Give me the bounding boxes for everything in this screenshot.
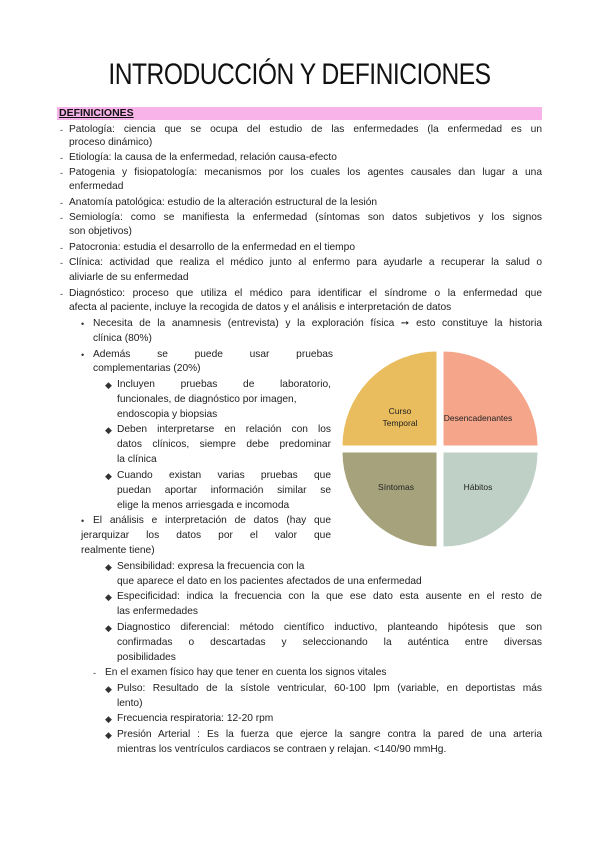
list-marker-dash: - xyxy=(60,168,63,178)
list-marker-dash: - xyxy=(60,198,63,208)
label-sintomas: Síntomas xyxy=(378,482,414,492)
anamnesis-line: clínica (80%) xyxy=(93,333,152,344)
list-marker-dot: • xyxy=(81,319,85,329)
analisis-item-line: las enfermedades xyxy=(117,606,198,617)
definition-line: Anatomía patológica: estudio de la alteración estructural de la lesión xyxy=(69,197,378,208)
label-habitos: Hábitos xyxy=(463,482,493,492)
pruebas-item-line: puedan aportar información similar se xyxy=(117,485,331,496)
list-marker-dash: - xyxy=(93,668,96,678)
definition-line: Semiología: como se manifiesta la enfermedad (síntomas son datos subjetivos y los signos xyxy=(69,212,542,223)
analisis-intro-line: El análisis e interpretación de datos (hay que xyxy=(93,515,331,526)
definition-line: son objetivos) xyxy=(69,226,132,237)
list-marker-diamond: ◆ xyxy=(105,684,112,694)
definition-line: Diagnóstico: proceso que utiliza el médico para identificar el síndrome o la enfermedad que xyxy=(69,288,542,299)
list-marker-diamond: ◆ xyxy=(105,714,112,724)
label-curso: Curso xyxy=(388,406,412,416)
definition-line: proceso dinámico) xyxy=(69,137,153,148)
list-marker-diamond: ◆ xyxy=(105,380,112,390)
pruebas-intro-line: complementarias (20%) xyxy=(93,363,201,374)
list-marker-diamond: ◆ xyxy=(105,730,112,740)
list-marker-diamond: ◆ xyxy=(105,592,112,602)
list-marker-dash: - xyxy=(60,153,63,163)
definition-line: enfermedad xyxy=(69,181,124,192)
analisis-item-line: Diagnostico diferencial: método científico inductivo, planteando hipótesis que son xyxy=(117,622,542,633)
analisis-intro-line: jerarquizar los datos por el valor que xyxy=(81,530,331,541)
analisis-item-line: que aparece el dato en los pacientes afectados de una enfermedad xyxy=(117,576,422,587)
list-marker-dash: - xyxy=(60,125,63,135)
list-marker-dot: • xyxy=(81,350,85,360)
page-title: INTRODUCCIÓN Y DEFINICIONES xyxy=(108,58,491,91)
segment-desencadenantes xyxy=(443,351,538,446)
label-temporal: Temporal xyxy=(382,418,418,428)
list-marker-dot: • xyxy=(81,516,85,526)
pruebas-item-line: endoscopia y biopsias xyxy=(117,409,218,420)
analisis-item-line: Sensibilidad: expresa la frecuencia con la xyxy=(117,561,305,572)
list-marker-diamond: ◆ xyxy=(105,562,112,572)
definition-line: Etiología: la causa de la enfermedad, relación causa-efecto xyxy=(69,152,337,163)
segment-sintomas xyxy=(342,452,437,547)
analisis-item-line: Especificidad: indica la frecuencia con la que ese dato esta ausente en el resto de xyxy=(117,591,542,602)
section-heading-band xyxy=(57,107,542,120)
pruebas-item-line: datos clínicos, siempre debe predominar xyxy=(117,439,331,450)
segment-curso-temporal xyxy=(342,351,437,446)
pruebas-item-line: Deben interpretarse en relación con los xyxy=(117,424,331,435)
definition-line: Patología: ciencia que se ocupa del estudio de las enfermedades (la enfermedad es un xyxy=(69,124,542,135)
examen-item-line: Frecuencia respiratoria: 12-20 rpm xyxy=(117,713,274,724)
anamnesis-line: Necesita de la anamnesis (entrevista) y la exploración física ➙ esto constituye la historia xyxy=(93,318,542,329)
pruebas-item-line: funcionales, de diagnóstico por imagen, xyxy=(117,394,297,405)
pruebas-item-line: Cuando existan varias pruebas que xyxy=(117,470,331,481)
examen-item-line: mientras los ventrículos cardiacos se contraen y relajan. <140/90 mmHg. xyxy=(117,744,447,755)
list-marker-dash: - xyxy=(60,213,63,223)
list-marker-diamond: ◆ xyxy=(105,425,112,435)
quadrant-diagram xyxy=(341,348,541,552)
list-marker-diamond: ◆ xyxy=(105,623,112,633)
segment-habitos xyxy=(443,452,538,547)
analisis-item-line: confirmadas o descartadas y seleccionando la auténtica entre diversas xyxy=(117,637,542,648)
list-marker-dash: - xyxy=(60,258,63,268)
analisis-intro-line: realmente tiene) xyxy=(81,545,155,556)
definition-line: aliviarle de su enfermedad xyxy=(69,272,189,283)
pruebas-item-line: la clínica xyxy=(117,454,157,465)
list-marker-diamond: ◆ xyxy=(105,471,112,481)
pruebas-item-line: elige la menos arriesgada e incomoda xyxy=(117,500,290,511)
examen-intro: En el examen físico hay que tener en cuenta los signos vitales xyxy=(105,667,387,678)
label-desencadenantes: Desencadenantes xyxy=(443,413,513,423)
section-heading: DEFINICIONES xyxy=(59,107,134,119)
list-marker-dash: - xyxy=(60,243,63,253)
analisis-item-line: posibilidades xyxy=(117,652,176,663)
examen-item-line: lento) xyxy=(117,698,143,709)
list-marker-dash: - xyxy=(60,289,63,299)
examen-item-line: Presión Arterial : Es la fuerza que ejerce la sangre contra la pared de una arteria xyxy=(117,729,542,740)
pruebas-intro-line: Además se puede usar pruebas xyxy=(93,349,333,360)
definition-line: Clínica: actividad que realiza el médico junto al enfermo para ayudarle a recuperar la salud o xyxy=(69,257,542,268)
examen-item-line: Pulso: Resultado de la sístole ventricular, 60-100 lpm (variable, en deportistas más xyxy=(117,683,542,694)
definition-line: Patocronia: estudia el desarrollo de la enfermedad en el tiempo xyxy=(69,242,355,253)
definition-line: Patogenia y fisiopatología: mecanismos por los cuales los agentes causales dan lugar a una xyxy=(69,167,542,178)
definition-line: afecta al paciente, incluye la recogida de datos y el análisis e interpretación de datos xyxy=(69,302,452,313)
pruebas-item-line: Incluyen pruebas de laboratorio, xyxy=(117,379,331,390)
